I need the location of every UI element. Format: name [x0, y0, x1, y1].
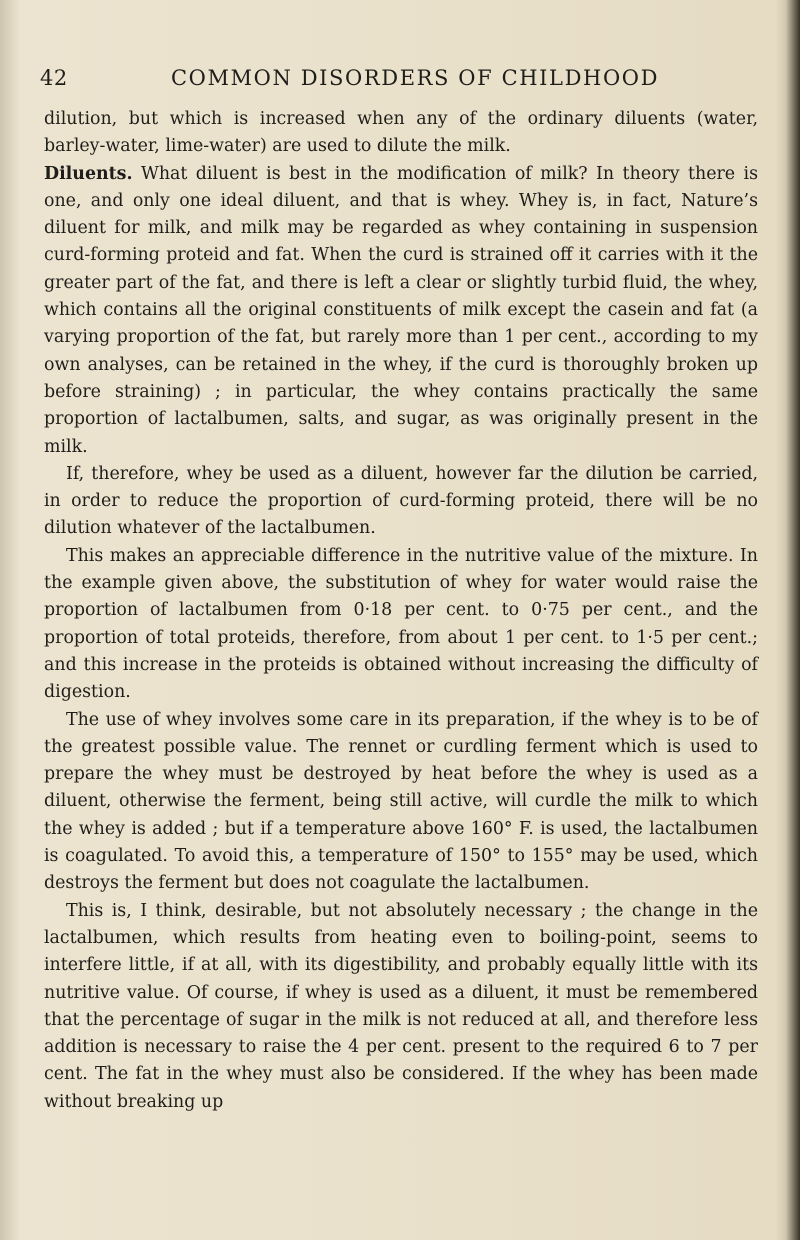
paragraph-text: dilution, but which is increased when any of the ordinary diluents (water, barley-water, lime-water) are used to dilute the milk. [44, 109, 758, 157]
paragraph [44, 707, 758, 898]
paragraph-continuation [44, 106, 758, 161]
page-edge-shadow [776, 0, 800, 1240]
paragraph-text: This makes an appreciable difference in the nutritive value of the mixture. In the example given above, the substitution of whey for water would raise the proportion of lactalbumen from 0·18 per cent. to 0·75 per cent., and the proportion of total proteids, therefore, from about 1 per cent. to 1·5 per cent.; and this increase in the proteids is obtained without increasing the difficulty of digestion. [44, 545, 758, 703]
paragraph-diluents [44, 161, 758, 461]
body-text [44, 106, 758, 1116]
paragraph [44, 461, 758, 543]
side-heading: Diluents. [44, 163, 133, 184]
paragraph-text: What diluent is best in the modification of milk? In theory there is one, and only one ideal diluent, and that is whey. Whey is, in fact, Nature’s diluent for milk, and milk may be regarded as whey containing in suspension curd-forming proteid and fat. When the curd is strained off it carries with it the greater part of the fat, and there is left a clear or slightly turbid fluid, the whey, which contains all the original constituents of milk except the casein and fat (a varying proportion of the fat, but rarely more than 1 per cent., according to my own analyses, can be retained in the whey, if the curd is thoroughly broken up before straining) ; in particular, the whey contains practically the same proportion of lactalbumen, salts, and sugar, as was originally present in the milk. [44, 163, 758, 457]
page-header [40, 66, 760, 98]
page-number: 42 [40, 66, 68, 90]
paragraph-text: The use of whey involves some care in its preparation, if the whey is to be of the greatest possible value. The rennet or curdling ferment which is used to prepare the whey must be destroyed by heat before the whey is used as a diluent, otherwise the ferment, being still active, will curdle the milk to which the whey is added ; but if a temperature above 160° F. is used, the lactalbumen is coagulated. To avoid this, a temperature of 150° to 155° may be used, which destroys the ferment but does not coagulate the lactalbumen. [44, 709, 758, 894]
paragraph [44, 898, 758, 1116]
running-title: COMMON DISORDERS OF CHILDHOOD [170, 66, 660, 90]
paragraph [44, 543, 758, 707]
paragraph-text: If, therefore, whey be used as a diluent, however far the dilution be carried, in order to reduce the proportion of curd-forming proteid, there will be no dilution whatever of the lactalbumen. [44, 463, 758, 539]
page-gutter-shading [0, 0, 20, 1240]
paragraph-text: This is, I think, desirable, but not absolutely necessary ; the change in the lactalbumen, which results from heating even to boiling-point, seems to interfere little, if at all, with its digestibility, and probably equally little with its nutritive value. Of course, if whey is used as a diluent, it must be remembered that the percentage of sugar in the milk is not reduced at all, and therefore less addition is necessary to raise the 4 per cent. present to the required 6 to 7 per cent. The fat in the whey must also be considered. If the whey has been made without breaking up [44, 900, 758, 1112]
